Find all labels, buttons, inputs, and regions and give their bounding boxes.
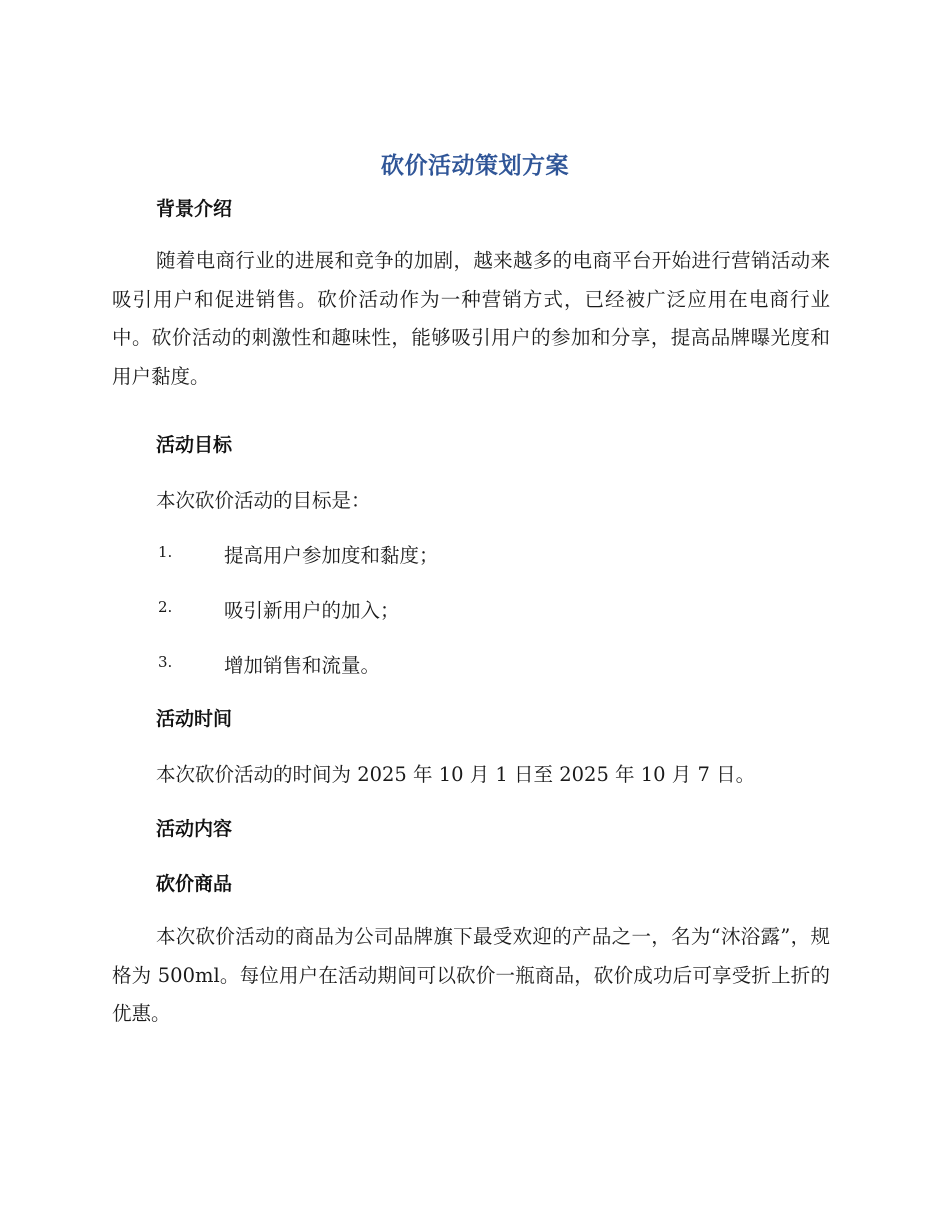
heading-time: 活动时间 (156, 708, 233, 730)
time-text: 本次砍价活动的时间为 2025 年 10 月 1 日至 2025 年 10 月 7 日。 (156, 763, 756, 786)
list-item-text: 增加销售和流量。 (224, 654, 381, 677)
paragraph-product: 本次砍价活动的商品为公司品牌旗下最受欢迎的产品之一，名为“沐浴露”，规格为 500ml。每位用户在活动期间可以砍价一瓶商品，砍价成功后可享受折上折的优惠。 (112, 925, 830, 1025)
list-item-number: 2. (158, 598, 173, 616)
list-item-number: 1. (158, 543, 173, 561)
heading-background: 背景介绍 (156, 198, 233, 220)
heading-goals: 活动目标 (156, 434, 233, 456)
heading-content: 活动内容 (156, 818, 233, 840)
list-item-text: 提高用户参加度和黏度； (224, 544, 439, 567)
list-item-text: 吸引新用户的加入； (224, 599, 400, 622)
paragraph-background: 随着电商行业的进展和竞争的加剧，越来越多的电商平台开始进行营销活动来吸引用户和促进销售。砍价活动作为一种营销方式，已经被广泛应用在电商行业中。砍价活动的刺激性和趣味性，能够吸引用户的参加和分享，提高品牌曝光度和用户黏度。 (112, 249, 830, 388)
document-title: 砍价活动策划方案 (381, 153, 569, 179)
heading-product: 砍价商品 (156, 873, 233, 895)
goals-intro: 本次砍价活动的目标是： (156, 489, 371, 512)
list-item-number: 3. (158, 653, 173, 671)
